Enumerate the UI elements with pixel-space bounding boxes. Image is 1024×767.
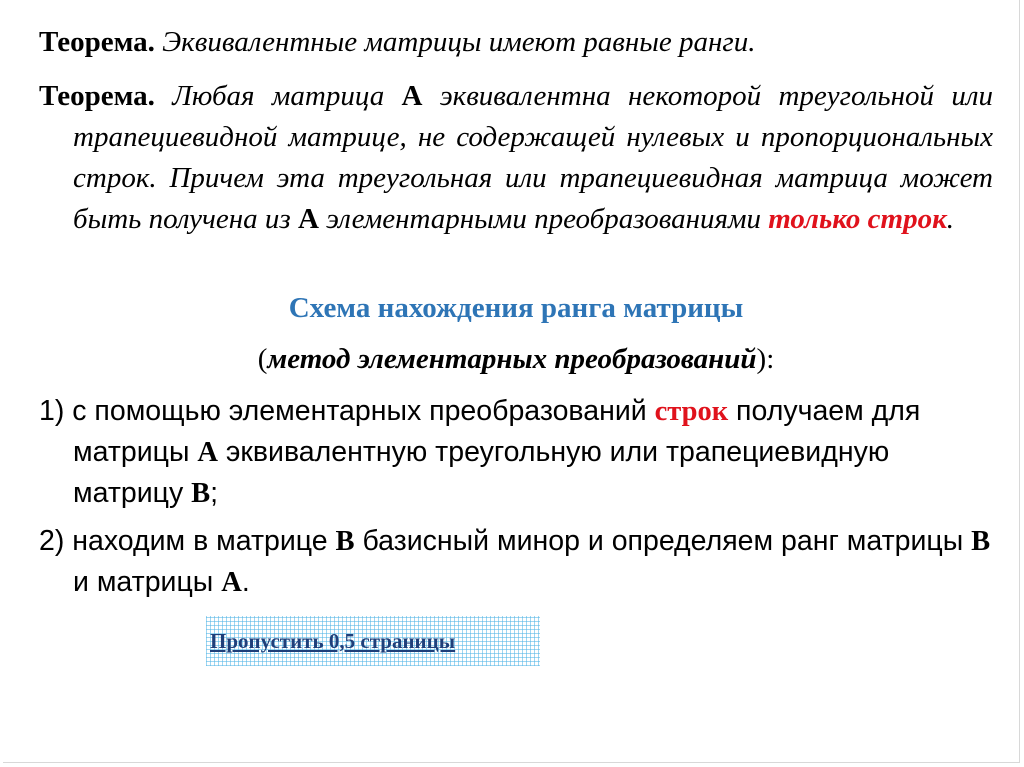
matrix-symbol-a: А bbox=[401, 80, 423, 112]
method-name: метод элементарных преобразований bbox=[267, 343, 757, 375]
step-text: 2) находим в матрице bbox=[39, 525, 336, 557]
skip-half-page-button[interactable] bbox=[206, 616, 540, 666]
step-text: получаем для матрицы bbox=[73, 395, 921, 468]
matrix-symbol-a: А bbox=[197, 437, 218, 468]
emphasis-rows: строк bbox=[654, 396, 729, 427]
slide bbox=[3, 0, 1020, 763]
theorem-label: Теорема. bbox=[39, 26, 155, 58]
method-subtitle bbox=[39, 339, 993, 380]
step-2 bbox=[39, 521, 993, 603]
skip-half-page-label[interactable]: Пропустить 0,5 страницы bbox=[210, 628, 456, 653]
theorem-text: эквивалентна некоторой треугольной или трапециевидной матрице, не содержащей нулевых и пропорциональных строк. Причем эта треугольная или трапециевидная матрица может быть получена из bbox=[73, 80, 993, 235]
step-text: 1) с помощью элементарных преобразований bbox=[39, 395, 655, 427]
step-text: базисный минор и определяем ранг матрицы bbox=[354, 525, 972, 557]
scheme-title: Схема нахождения ранга матрицы bbox=[288, 292, 744, 324]
theorem-equivalent-ranks bbox=[39, 22, 993, 63]
theorem-text: Любая матрица bbox=[154, 80, 402, 112]
step-1 bbox=[39, 391, 993, 514]
step-text: ; bbox=[210, 477, 219, 509]
theorem-label: Теорема. bbox=[39, 80, 155, 112]
theorem-text: . bbox=[946, 203, 955, 235]
method-paren-close: ): bbox=[756, 343, 775, 375]
matrix-symbol-b: В bbox=[335, 526, 355, 557]
theorem-text: Эквивалентные матрицы имеют равные ранги. bbox=[154, 26, 756, 58]
emphasis-rows-only: только строк bbox=[768, 203, 947, 235]
matrix-symbol-a: А bbox=[297, 203, 319, 235]
step-text: эквивалентную треугольную или трапециевидную матрицу bbox=[73, 436, 890, 509]
method-paren-open: ( bbox=[257, 343, 268, 375]
theorem-triangular-form bbox=[39, 76, 993, 240]
theorem-text: элементарными преобразованиями bbox=[318, 203, 769, 235]
matrix-symbol-b: В bbox=[971, 526, 991, 557]
step-text: . bbox=[241, 566, 250, 598]
matrix-symbol-a: А bbox=[221, 567, 242, 598]
matrix-symbol-b: В bbox=[191, 478, 211, 509]
step-text: и матрицы bbox=[73, 566, 222, 598]
